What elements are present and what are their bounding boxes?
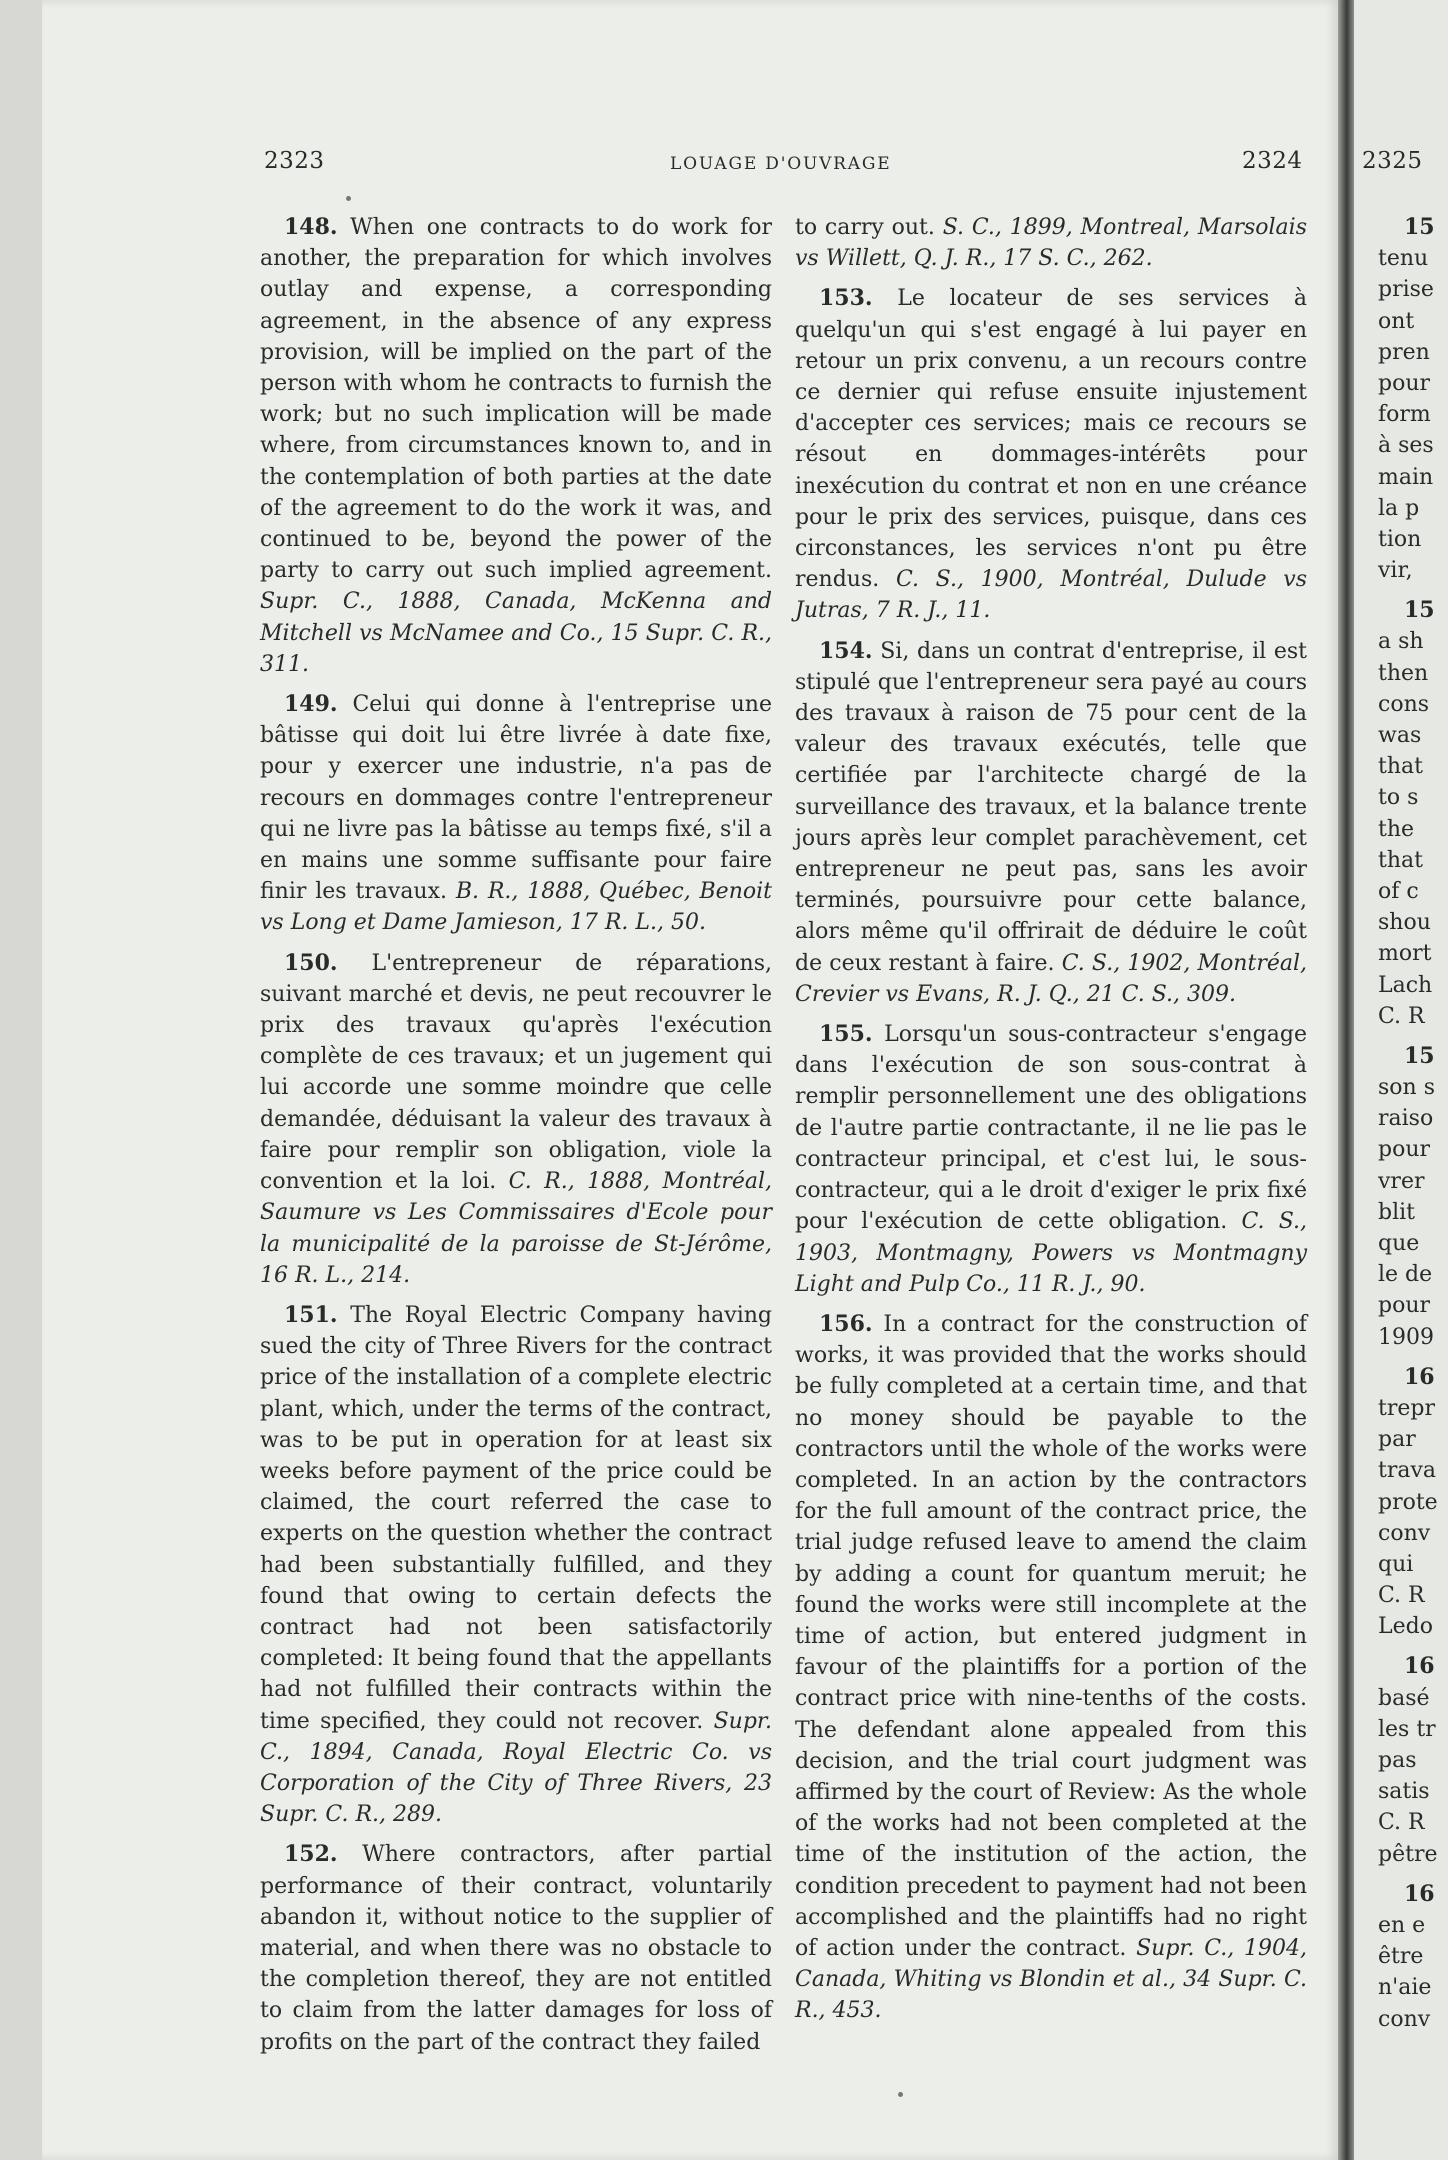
article-number: 151. — [284, 1301, 338, 1328]
article-number: 154. — [819, 637, 873, 664]
article-text: Si, dans un contrat d'entreprise, il est stipulé que l'entrepreneur sera payé au cours des travaux à raison de 75 pour cent de la valeur des travaux exécutés, telle que certifiée par l'architecte chargé de la surveillance des travaux, et la balance trente jours après leur complet parachèvement, cet entrepreneur ne peut pas, sans les avoir terminés, poursuivre pour cette balance, alors même qu'il offrirait de déduire le coût de ceux restant à faire. — [795, 638, 1307, 976]
left-page-number: 2323 — [264, 148, 325, 174]
article-text: Lorsqu'un sous-contracteur s'engage dans l'exécution de son sous-contrat à remplir personnellement une des obligations de l'autre partie contractante, il ne lie pas le contracteur principal, et c'est lui, le sous-contracteur, qui a le droit d'exiger le prix fixé pour l'exécution de cette obligation. — [795, 1022, 1307, 1235]
page-fragment-line: tenu — [1378, 246, 1429, 272]
page-fragment-line: que — [1378, 1231, 1420, 1256]
page-fragment-line: to s — [1378, 785, 1419, 811]
article-paragraph — [260, 212, 772, 680]
next-page-fragments — [1354, 212, 1448, 2035]
page-fragment-line: 16 — [1404, 1653, 1435, 1680]
page-fragment-line: C. R — [1378, 1583, 1425, 1609]
article-paragraph — [795, 1019, 1307, 1300]
left-text-column — [260, 212, 772, 2067]
article-number: 156. — [819, 1310, 873, 1337]
page-fragment-line: n'aie — [1378, 1975, 1432, 2001]
page-fragment-line: 16 — [1404, 1363, 1435, 1390]
article-citation: B. R., 1888, Québec, Benoit vs Long et Dame Jamieson, 17 R. L., 50. — [260, 879, 772, 936]
page-fragment-line: 15 — [1404, 214, 1435, 240]
page-fragment-line: cons — [1378, 691, 1430, 717]
page-fragment-line: pour — [1378, 1293, 1431, 1319]
page-fragment-line: son s — [1378, 1075, 1435, 1101]
continued-citation: S. C., 1899, Montreal, Marsolais vs Willett, Q. J. R., 17 S. C., 262. — [795, 215, 1308, 272]
article-citation: C. S., 1902, Montréal, Crevier vs Evans, R. J. Q., 21 C. S., 309. — [795, 950, 1308, 1007]
page-fragment-line: 15 — [1404, 597, 1435, 624]
article-text: The Royal Electric Company having sued the city of Three Rivers for the contract price of the installation of a complete electric plant, which, under the terms of the contract, was to be put in operation for at least six weeks before payment of the price could be claimed, the court referred the case to experts on the question whether the contract had been substantially fulfilled, and they found that owing to certain defects the contract had not been satisfactorily completed: It being found that the appellants had not fulfilled their contracts within the time specified, they could not recover. — [260, 1302, 772, 1734]
page-fragment-line: pour — [1378, 370, 1431, 396]
page-fragment-line: en e — [1378, 1912, 1426, 1938]
article-citation: Supr. C., 1888, Canada, McKenna and Mitchell vs McNamee and Co., 15 Supr. C. R., 311. — [260, 589, 772, 677]
article-citation: Supr. C., 1904, Canada, Whiting vs Blondin et al., 34 Supr. C. R., 453. — [795, 1935, 1307, 2024]
page-fragment-line: prote — [1378, 1489, 1438, 1515]
article-paragraph — [260, 1839, 772, 2057]
page-fragment-line: satis — [1378, 1779, 1430, 1805]
page-fragment-line: the — [1378, 816, 1415, 842]
article-paragraph — [260, 689, 772, 939]
running-header — [42, 148, 1340, 188]
article-paragraph — [795, 636, 1307, 1010]
page-fragment-line: main — [1378, 464, 1434, 490]
right-text-column — [795, 212, 1307, 2036]
article-citation: Supr. C., 1894, Canada, Royal Electric Co. vs Corporation of the City of Three Rivers, 23 Supr. C. R., 289. — [260, 1708, 772, 1828]
page-fragment-line: blit — [1378, 1199, 1415, 1225]
page-fragment-line: that — [1378, 847, 1423, 873]
article-citation: C. R., 1888, Montréal, Saumure vs Les Commissaires d'Ecole pour la municipalité de la paroisse de St-Jérôme, 16 R. L., 214. — [260, 1169, 772, 1288]
page-fragment-line: of c — [1378, 878, 1419, 904]
article-text: In a contract for the construction of works, it was provided that the works should be fully completed at a certain time, and that no money should be payable to the contractors until the whole of the works were completed. In an action by the contractors for the full amount of the contract price, the trial judge refused leave to amend the claim by adding a count for quantum meruit; he found the works were still incomplete at the time of action, but entered judgment in favour of the plaintiffs for a portion of the contract price with nine-tenths of the costs. The defendant alone appealed from this decision, and the trial court judgment was affirmed by the court of Review: As the whole of the works had not been completed at the time of the institution of the action, the condition precedent to payment had not been accomplished and the plaintiffs had no right of action under the contract. — [795, 1311, 1307, 1961]
page-fragment-line: shou — [1378, 910, 1431, 936]
right-page-number: 2324 — [1242, 148, 1303, 174]
page-fragment-line: 1909 — [1378, 1324, 1434, 1350]
page-fragment-line: vir, — [1378, 558, 1413, 584]
article-paragraph — [795, 283, 1307, 626]
continued-text: to carry out. — [795, 215, 935, 240]
page-fragment-line: le de — [1378, 1262, 1433, 1288]
page-fragment-line: la p — [1378, 495, 1420, 521]
article-number: 153. — [819, 285, 873, 312]
page-fragment-line: C. R — [1378, 1003, 1425, 1029]
page-fragment-line: raiso — [1378, 1106, 1434, 1132]
page-fragment-line: vrer — [1378, 1168, 1425, 1194]
book-gutter — [1338, 0, 1354, 2160]
article-text: Le locateur de ses services à quelqu'un qui s'est engagé à lui payer en retour un prix convenu, a un recours contre ce dernier qui refuse ensuite injustement d'accepter ces services; mais ce recours se résout en dommages-intérêts pour inexécution du contrat et non en une créance pour le prix des services, puisque, dans ces circonstances, les services n'ont pu être rendus. — [795, 286, 1307, 593]
article-citation: C. S., 1903, Montmagny, Powers vs Montmagny Light and Pulp Co., 11 R. J., 90. — [795, 1209, 1307, 1297]
page-fragment-line: par — [1378, 1427, 1416, 1453]
page-fragment-line: qui — [1378, 1551, 1414, 1577]
page-fragment-line: trava — [1378, 1458, 1437, 1484]
page-fragment-line: Ledo — [1378, 1614, 1433, 1640]
page-fragment-line: that — [1378, 754, 1423, 780]
page-fragment-line: mort — [1378, 941, 1432, 967]
page-fragment-line: Lach — [1378, 972, 1433, 998]
article-paragraph — [795, 1309, 1307, 2027]
article-text: Where contractors, after partial performance of their contract, voluntarily abandon it, without notice to the supplier of material, and when there was no obstacle to the completion thereof, they are not entitled to claim from the latter damages for loss of profits on the part of the contract they failed — [260, 1842, 772, 2055]
page-fragment-line: les tr — [1378, 1716, 1436, 1742]
article-number: 155. — [819, 1021, 873, 1048]
continued-paragraph — [795, 212, 1307, 274]
ink-speck — [346, 196, 351, 201]
page-fragment-line: pren — [1378, 339, 1430, 365]
article-number: 152. — [284, 1841, 338, 1868]
running-title: LOUAGE D'OUVRAGE — [670, 154, 892, 174]
page-fragment-line: conv — [1378, 2006, 1431, 2032]
article-number: 150. — [284, 949, 338, 976]
page-fragment-line: was — [1378, 723, 1422, 748]
page-fragment-line: a sh — [1378, 629, 1424, 655]
page-fragment-line: à ses — [1378, 433, 1434, 459]
ink-speck — [898, 2092, 903, 2097]
article-paragraph — [260, 1300, 772, 1830]
next-page-number: 2325 — [1362, 148, 1423, 174]
page-fragment-line: basé — [1378, 1685, 1430, 1711]
page-fragment-line: then — [1378, 660, 1429, 686]
page-fragment-line: conv — [1378, 1520, 1431, 1546]
page-fragment-line: 15 — [1404, 1042, 1435, 1069]
page-fragment-line: prise — [1378, 277, 1434, 303]
page-fragment-line: trepr — [1378, 1395, 1435, 1421]
page-fragment-line: ont — [1378, 308, 1415, 334]
page-fragment-line: être — [1378, 1944, 1424, 1970]
book-page — [42, 0, 1340, 2160]
page-fragment-line: pour — [1378, 1137, 1431, 1163]
article-text: L'entrepreneur de réparations, suivant marché et devis, ne peut recouvrer le prix des travaux qu'après l'exécution complète de ces travaux; et un jugement qui lui accorde une somme moindre que celle demandée, déduisant la valeur des travaux à faire pour remplir son obligation, viole la convention et la loi. — [260, 950, 772, 1195]
next-page-edge — [1354, 0, 1448, 2160]
page-fragment-line: pêtre — [1378, 1841, 1438, 1867]
article-text: When one contracts to do work for another, the preparation for which involves outlay and expense, a corresponding agreement, in the absence of any express provision, will be implied on the part of the person with whom he contracts to furnish the work; but no such implication will be made where, from circumstances known to, and in the contemplation of both parties at the date of the agreement to do the work it was, and continued to be, beyond the power of the party to carry out such implied agreement. — [260, 215, 772, 584]
page-fragment-line: C. R — [1378, 1810, 1425, 1836]
article-citation: C. S., 1900, Montréal, Dulude vs Jutras, 7 R. J., 11. — [795, 567, 1307, 624]
article-number: 149. — [284, 691, 338, 718]
page-fragment-line: pas — [1378, 1748, 1417, 1773]
page-fragment-line: tion — [1378, 526, 1422, 552]
page-fragment-line: 16 — [1404, 1880, 1435, 1907]
article-text: Celui qui donne à l'entreprise une bâtisse qui doit lui être livrée à date fixe, pour y exercer une industrie, n'a pas de recours en dommages contre l'entrepreneur qui ne livre pas la bâtisse au temps fixé, s'il a en mains une somme suffisante pour faire finir les travaux. — [260, 692, 772, 905]
article-number: 148. — [284, 214, 338, 240]
page-fragment-line: form — [1378, 402, 1431, 428]
article-paragraph — [260, 948, 772, 1291]
